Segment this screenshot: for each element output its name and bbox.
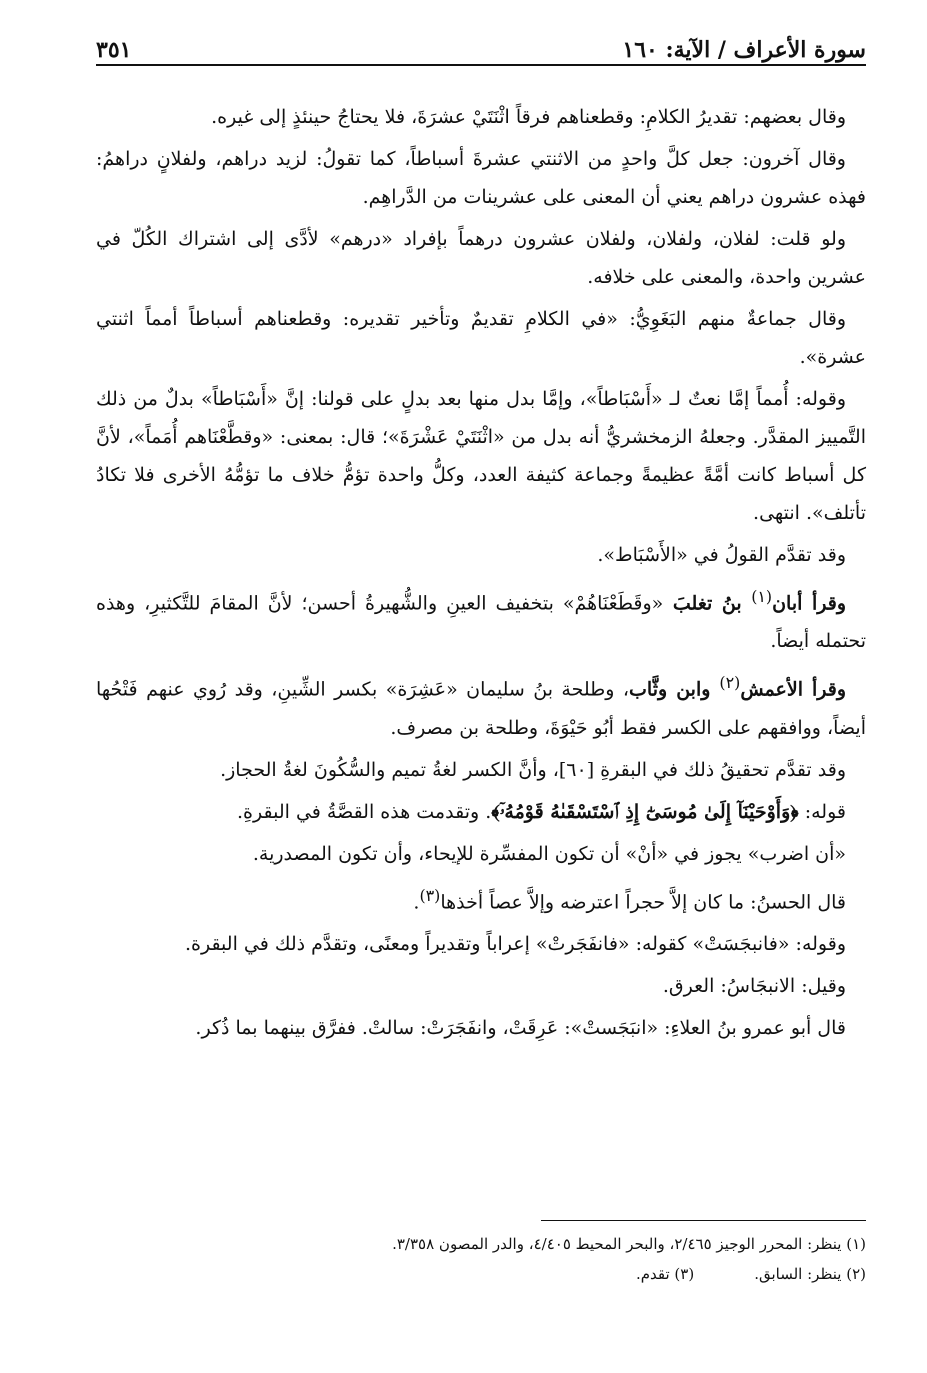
footnote-marker: (٢) bbox=[719, 673, 741, 693]
footnote-marker: (٣) bbox=[419, 885, 441, 905]
paragraph: وقد تقدَّم تحقيقُ ذلك في البقرةِ [٦٠]، وأنَّ الكسر لغةُ تميم والسُّكُونَ لغةُ الحجاز. bbox=[220, 758, 846, 781]
paragraph-amash bbox=[96, 664, 866, 746]
reader-name: بنُ تغلبَ bbox=[663, 592, 752, 615]
footnote-row bbox=[96, 1259, 866, 1289]
paragraph-aban bbox=[96, 578, 866, 660]
footnote-rule bbox=[541, 1220, 866, 1221]
surah-reference: سورة الأعراف / الآية: ١٦٠ bbox=[612, 37, 866, 63]
paragraph-hasan bbox=[96, 877, 866, 921]
footnote-marker: (١) bbox=[751, 587, 773, 606]
ayah-lead: قوله: bbox=[798, 800, 846, 823]
paragraph: وقال جماعةٌ منهم البَغَوِيُّ: «في الكلامِ تقديمٌ وتأخير تقديره: وقطعناهم أسباطاً أمماً اثنتي عشرة». bbox=[96, 308, 866, 368]
footnote-3: (٣) تقدم. bbox=[635, 1265, 695, 1283]
paragraph: وقيل: الانبجَاسُ: العرق. bbox=[662, 974, 846, 997]
ayah-rest: . وتقدمت هذه القصَّةُ في البقرةِ. bbox=[237, 800, 492, 823]
footnote-2: (٢) ينظر: السابق. bbox=[754, 1265, 866, 1283]
page-number: ٣٥١ bbox=[96, 37, 141, 63]
book-page bbox=[96, 30, 866, 1350]
reader-name: وقرأ الأعمش bbox=[740, 678, 847, 701]
paragraph: وقوله: أُمماً إمَّا نعتٌ لـ «أَسْبَاطاً»، وإمَّا بدل منها بعد بدلٍ على قولنا: إنَّ «أَسْبَاطاً» بدلٌ من ذلك التَّمييز المقدَّر. وجعلهُ الزمخشريُّ أنه بدل من «اثْنَتَيْ عَشْرَةَ»؛ قال: بمعنى: «وقطَّعْنَاهم أُمَماً»، لأنَّ كل أسباط كانت أمَّةً عظيمةً وجماعة كثيفة العدد، وكلُّ واحدة تؤمُّ خلاف ما تؤمُّهُ الأخرى فلا تكادُ تأتلف». انتهى. bbox=[96, 388, 866, 524]
paragraph: وقوله: «فانبجَسَتْ» كقوله: «فانفَجَرتْ» إعراباً وتقديراً ومعنًى، وتقدَّم ذلك في البقرة. bbox=[184, 932, 846, 955]
paragraph-end: . bbox=[413, 890, 420, 913]
ayah-paragraph bbox=[96, 793, 866, 831]
paragraph-text: قال الحسنُ: ما كان إلاَّ حجراً اعترضه وإلاَّ عصاً أخذها bbox=[440, 890, 846, 913]
paragraph-text: ، وطلحة بنُ سليمان «عَشِرَة» بكسر الشِّينِ، وقد رُوي عنهم فَتْحُها أيضاً، ووافقهم على الكسر فقط أبُو حَيْوَةَ، وطلحة بن مصرف. bbox=[96, 678, 866, 739]
page-header bbox=[96, 30, 866, 70]
paragraph: وقد تقدَّم القولُ في «الأَسْبَاط». bbox=[597, 544, 846, 566]
main-text bbox=[96, 98, 866, 1047]
paragraph: ولو قلت: لفلان، ولفلان، ولفلان عشرون درهماً بإفراد «درهم» لأدَّى إلى اشتراك الكُلّ في عشرين واحدة، والمعنى على خلافه. bbox=[96, 228, 866, 288]
header-rule bbox=[96, 64, 866, 66]
footnote-1: (١) ينظر: المحرر الوجيز ٢/٤٦٥، والبحر المحيط ٤/٤٠٥، والدر المصون ٣/٣٥٨. bbox=[392, 1235, 866, 1253]
reader-name: وقرأ أبان bbox=[772, 592, 846, 615]
reader-name: وابن وثَّاب bbox=[629, 678, 720, 701]
quran-verse: ﴿وَأَوْحَيْنَآ إِلَىٰ مُوسَىٰٓ إِذِ ٱسْتَسْقَىٰهُ قَوْمُهُۥٓ﴾ bbox=[491, 800, 799, 823]
paragraph: وقال بعضهم: تقديرُ الكلامِ: وقطعناهم فرقاً اثْنَتَيْ عشرَةَ، فلا يحتاجُ حينئذٍ إلى غيره. bbox=[211, 106, 846, 128]
paragraph-text: «وقَطَعْنَاهُمْ» بتخفيف العينِ والشُّهيرةُ أحسن؛ لأنَّ المقامَ للتَّكثيرِ، وهذه تحتمله أيضاً. bbox=[96, 592, 866, 653]
footnotes bbox=[96, 1220, 866, 1289]
paragraph: وقال آخرون: جعل كلَّ واحدٍ من الاثنتي عشرةَ أسباطاً، كما تقولُ: لزيد دراهم، ولفلانٍ دراهمُ: فهذه عشرون دراهم يعني أن المعنى على عشرينات من الدَّراهِم. bbox=[96, 148, 866, 208]
paragraph: قال أبو عمرو بنُ العلاءِ: «انبَجَستْ»: عَرِقَتْ، وانفَجَرَتْ: سالتْ. ففرَّق بينهما بما ذُكر. bbox=[195, 1016, 846, 1039]
paragraph: «أن اضرب» يجوز في «أنْ» أن تكون المفسِّرة للإيحاء، وأن تكون المصدرية. bbox=[252, 842, 846, 865]
